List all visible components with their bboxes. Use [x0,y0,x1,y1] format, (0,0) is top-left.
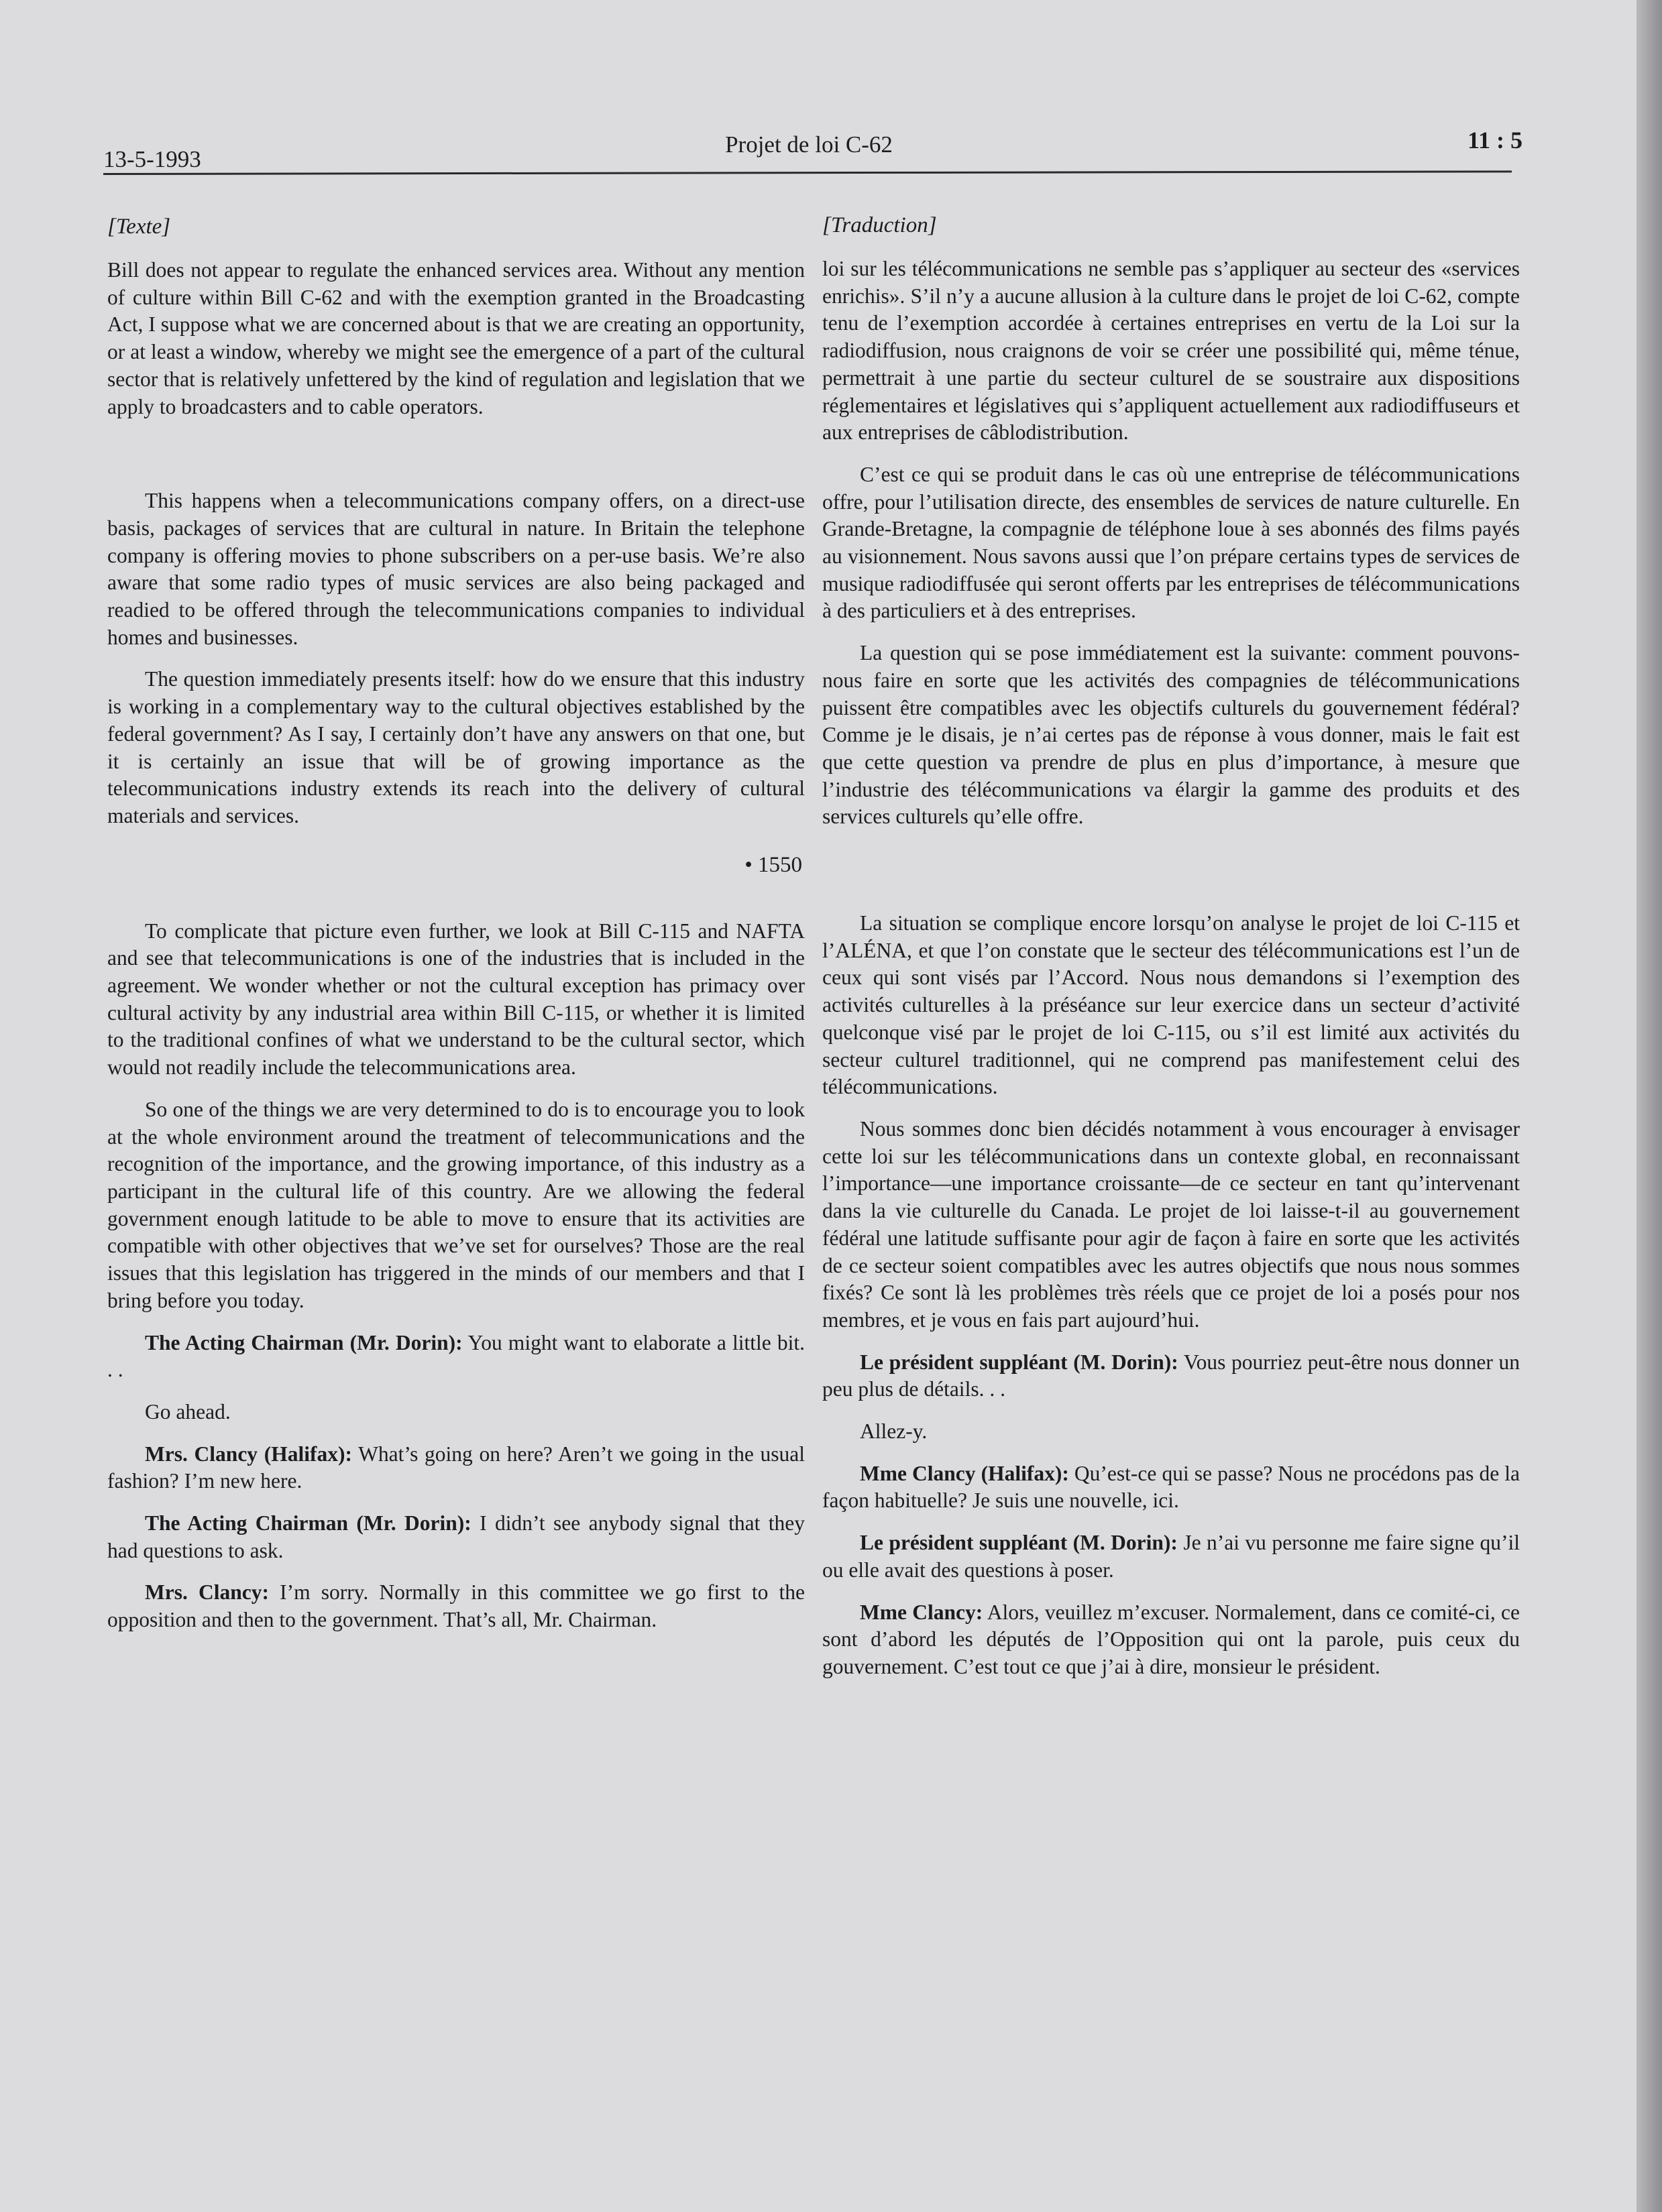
english-chair-remark-2 [107,1510,805,1564]
french-clancy-remark-2 [822,1599,1520,1681]
english-column [107,215,805,1634]
header-title: Projet de loi C-62 [725,131,893,158]
header-rule [103,170,1512,175]
english-paragraph-1: Bill does not appear to regulate the enhanced services area. Without any mention of culture within Bill C-62 and with the exemption granted in the Broadcasting Act, I suppose what we are concerned about is that we are creating an opportunity, or at least a window, whereby we might see the emergence of a part of the cultural sector that is relatively unfettered by the kind of regulation and legislation that we apply to broadcasters and to cable operators. [107,258,805,418]
french-paragraph-4: La situation se complique encore lorsqu’on analyse le projet de loi C-115 et l’ALÉNA, et que l’on constate que le secteur des télécommunications est l’un de ceux qui sont visés par l’Accord. Nous nous demandons si l’exemption des activités culturelles à la préséance sur leur exercice dans un secteur d’activité quelconque visé par le projet de loi C-115, ou s’il est limité aux activités du secteur culturel traditionnel, qui ne comprend pas manifestement celui des télécommunications. [822,911,1520,1099]
speaker-name: Mrs. Clancy: [145,1580,269,1605]
english-tag: [Texte] [107,215,171,239]
french-column [822,213,1520,1681]
french-paragraph-1: loi sur les télécommunications ne semble pas s’appliquer au secteur des «services enrichis». S’il n’y a aucune allusion à la culture dans le projet de loi C-62, compte tenu de l’exemption accordée à certaines entreprises en vertu de la Loi sur la radiodiffusion, nous craignons de voir se créer une possibilité qui, même ténue, permettrait à une partie du secteur culturel de se soustraire aux dispositions réglementaires et législatives qui s’appliquent actuellement aux radiodiffuseurs et aux entreprises de câblodistribution. [822,257,1520,445]
header-date: 13-5-1993 [103,146,201,172]
french-chair-remark-2 [822,1529,1520,1584]
remark-text: I’m sorry. Normally in this committee we go first to the opposition and then to the government. That’s all, Mr. Chairman. [107,1580,805,1632]
remark-text: Je n’ai vu personne me faire signe qu’il ou elle avait des questions à poser. [822,1531,1520,1582]
french-tag: [Traduction] [822,213,937,237]
english-paragraph-3: The question immediately presents itself: how do we ensure that this industry is working in a complementary way to the cultural objectives established by the federal government? As I say, I certainly don’t have any answers on that one, but it is certainly an issue that will be of growing importance as the telecommunications industry extends its reach into the delivery of cultural materials and services. [107,667,805,827]
speaker-name: Mme Clancy: [860,1600,983,1624]
english-clancy-remark-1 [107,1441,805,1495]
speaker-name: Le président suppléant (M. Dorin): [860,1531,1178,1555]
french-chair-remark-1 [822,1349,1520,1403]
speaker-name: Mme Clancy (Halifax): [860,1461,1069,1485]
french-paragraph-5: Nous sommes donc bien décidés notamment à vous encourager à envisager cette loi sur les télécommunications dans un contexte global, en reconnaissant l’importance—une importance croissante—de ce secteur en tant qu’intervenant dans la vie culturelle du Canada. Le projet de loi laisse-t-il au gouvernement fédéral une latitude suffisante pour agir de façon à faire en sorte que les activités de ce secteur soient compatibles avec les autres objectifs que nous nous sommes fixés? Ce sont là les problèmes très réels que ce projet de loi a posés pour nos membres, et je vous en fais part aujourd’hui. [822,1116,1520,1332]
remark-text: What’s going on here? Aren’t we going in the usual fashion? I’m new here. [107,1442,806,1493]
english-go-ahead: Go ahead. [145,1399,231,1423]
header-page-number: 11 : 5 [1467,127,1523,154]
speaker-name: The Acting Chairman (Mr. Dorin): [145,1511,472,1535]
english-paragraph-4: To complicate that picture even further, we look at Bill C-115 and NAFTA and see that telecommunications is one of the industries that is included in the agreement. We wonder whether or not the cultural exception has primacy over cultural activity by any industrial area within Bill C-115, or whether it is limited to the traditional confines of what we understand to be the cultural sector, which would not readily include the telecommunications area. [107,919,805,1080]
french-paragraph-3: La question qui se pose immédiatement est la suivante: comment pouvons-nous faire en sorte que les activités des compagnies de télécommunications puissent être compatibles avec les objectifs culturels du gouvernement fédéral? Comme je le disais, je n’ai certes pas de réponse à vous donner, mais le fait est que cette question va prendre de plus en plus d’importance, à mesure que l’industrie des télécommunications va élargir la gamme des produits et des services culturels qu’elle offre. [822,641,1520,829]
speaker-name: Le président suppléant (M. Dorin): [860,1350,1178,1374]
speaker-name: Mrs. Clancy (Halifax): [145,1442,352,1466]
page-edge-shadow [1637,0,1662,2212]
remark-text: I didn’t see anybody signal that they had questions to ask. [107,1511,806,1562]
english-chair-remark-1 [107,1330,805,1384]
french-clancy-remark-1 [822,1460,1520,1515]
time-marker: • 1550 [744,852,802,877]
english-paragraph-5: So one of the things we are very determined to do is to encourage you to look at the whole environment around the treatment of telecommunications and the recognition of the importance, and the growing importance, of this industry as a participant in the cultural life of this country. Are we allowing the federal government enough latitude to be able to move to ensure that its activities are compatible with other objectives that we’ve set for ourselves? Those are the real issues that this legislation has triggered in the minds of our members and that I bring before you today. [107,1097,805,1312]
speaker-name: The Acting Chairman (Mr. Dorin): [145,1330,463,1354]
english-clancy-remark-2 [107,1579,805,1633]
remark-text: Qu’est-ce qui se passe? Nous ne procédons pas de la façon habituelle? Je suis une nouvelle, ici. [822,1461,1520,1513]
remark-text: Alors, veuillez m’excuser. Normalement, dans ce comité-ci, ce sont d’abord les députés de l’Opposition qui ont la parole, puis ceux du gouvernement. C’est tout ce que j’ai à dire, monsieur le président. [822,1600,1520,1678]
remark-text: You might want to elaborate a little bit. . . [107,1330,806,1382]
remark-text: Vous pourriez peut-être nous donner un peu plus de détails. . . [822,1350,1520,1401]
english-paragraph-2: This happens when a telecommunications company offers, on a direct-use basis, packages of services that are cultural in nature. In Britain the telephone company is offering movies to phone subscribers on a per-use basis. We’re also aware that some radio types of music services are also being packaged and readied to be offered through the telecommunications companies to individual homes and businesses. [107,489,805,649]
french-paragraph-2: C’est ce qui se produit dans le cas où une entreprise de télécommunications offre, pour l’utilisation directe, des ensembles de services de nature culturelle. En Grande-Bretagne, la compagnie de téléphone loue à ses abonnés des films payés au visionnement. Nous savons aussi que l’on prépare certains types de services de musique radiodiffusée qui seront offerts par les entreprises de télécommunications à des particuliers et à des entreprises. [822,462,1520,623]
french-go-ahead: Allez-y. [860,1419,928,1444]
